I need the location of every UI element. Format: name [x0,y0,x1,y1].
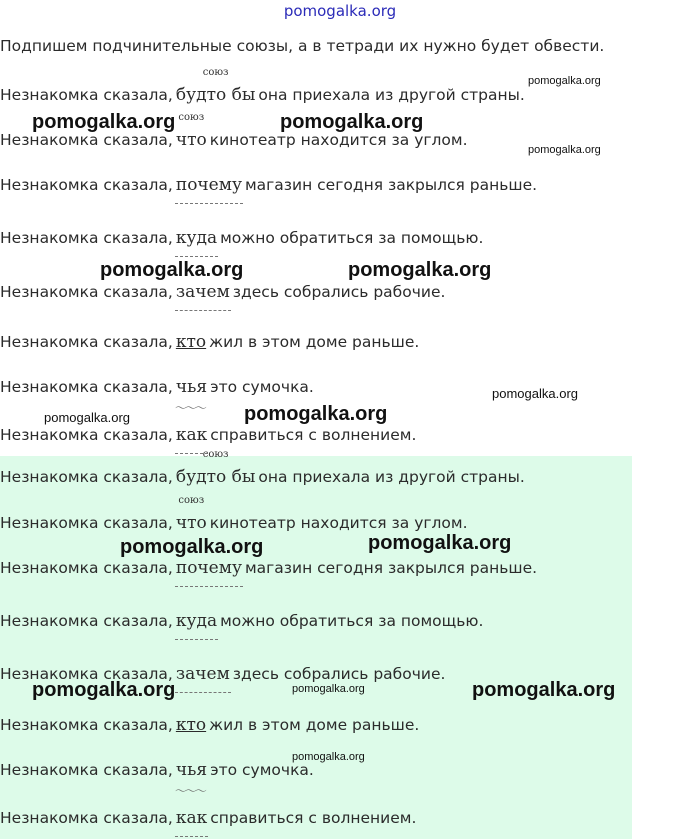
sentence-end: справиться с волнением. [210,809,417,827]
sentence-start: Незнакомка сказала, [0,612,173,630]
watermark: pomogalka.org [44,410,130,425]
watermark: pomogalka.org [492,386,578,401]
conjunctive-word [173,760,210,798]
watermark: pomogalka.org [292,751,365,763]
conjunctive-text: как [175,808,208,828]
sentence-line [0,425,416,445]
sentence-end: кинотеатр находится за углом. [209,514,468,532]
sentence-start: Незнакомка сказала, [0,131,173,149]
sentence-start: Незнакомка сказала, [0,229,173,247]
intro-text: Подпишем подчинительные союзы, а в тетради их нужно будет обвести. [0,37,605,55]
conjunctive-word [173,175,245,195]
conjunction-part-2: бы [231,467,256,487]
conjunctive-word [173,425,210,445]
conjunction-word [173,112,210,150]
conjunctive-text: куда [175,228,218,248]
sentence-line [0,228,483,248]
sentence-line [0,67,525,105]
conjunctive-word [173,808,210,828]
sentence-start: Незнакомка сказала, [0,333,173,351]
dash-dot-underline [175,689,231,693]
conjunctive-text: почему [175,175,242,195]
sentence-start: Незнакомка сказала, [0,716,173,734]
conjunctive-word [173,228,220,248]
sentence-start: Незнакомка сказала, [0,514,173,532]
site-header[interactable]: pomogalka.org [283,2,397,20]
sentence-start: Незнакомка сказала, [0,86,173,104]
watermark: pomogalka.org [368,532,512,554]
watermark: pomogalka.org [528,144,601,156]
sentence-line [0,715,419,735]
sentence-end: здесь собрались рабочие. [232,283,446,301]
sentence-line [0,449,525,487]
sentence-line [0,282,445,302]
conjunction-note: союз [178,112,205,123]
watermark: pomogalka.org [292,683,365,695]
sentence-start: Незнакомка сказала, [0,283,173,301]
conjunctive-word [173,282,233,302]
sentence-start: Незнакомка сказала, [0,426,173,444]
conjunction-note: союз [178,495,205,506]
conjunction-word [173,67,259,105]
sentence-end: она приехала из другой страны. [258,468,525,486]
conjunction-text: что [175,513,207,533]
conjunction-note: союз [202,67,229,78]
conjunctive-text: зачем [175,664,230,684]
wavy-underline: 〜〜〜 [174,784,205,798]
sentence-start: Незнакомка сказала, [0,176,173,194]
sentence-end: справиться с волнением. [210,426,417,444]
sentence-end: кинотеатр находится за углом. [209,131,468,149]
conjunction-word [173,449,259,487]
conjunction-text: что [175,130,207,150]
conjunctive-word [173,558,245,578]
sentence-end: можно обратиться за помощью. [220,612,484,630]
sentence-start: Незнакомка сказала, [0,559,173,577]
watermark: pomogalka.org [100,259,244,281]
conjunction-part-1: будто [175,467,227,487]
conjunctive-text: как [175,425,208,445]
conjunctive-word [173,664,233,684]
dash-dot-underline [175,253,218,257]
sentence-end: можно обратиться за помощью. [220,229,484,247]
sentence-line [0,175,537,195]
sentence-line [0,495,468,533]
sentence-end: магазин сегодня закрылся раньше. [244,176,538,194]
sentence-end: это сумочка. [210,761,314,779]
conjunction-part-2: бы [231,85,256,105]
conjunctive-word: кто [175,715,207,735]
sentence-line [0,558,537,578]
conjunctive-word [173,611,220,631]
conjunctive-text: почему [175,558,242,578]
sentence-start: Незнакомка сказала, [0,378,173,396]
sentence-end: она приехала из другой страны. [258,86,525,104]
dash-dot-underline [175,200,243,204]
conjunctive-text: чья [175,377,208,397]
conjunction-word [173,495,210,533]
sentence-end: жил в этом доме раньше. [209,716,420,734]
watermark: pomogalka.org [280,111,424,133]
sentence-end: здесь собрались рабочие. [232,665,446,683]
watermark: pomogalka.org [32,111,176,133]
dash-dot-underline [175,307,231,311]
sentence-start: Незнакомка сказала, [0,468,173,486]
sentence-end: это сумочка. [210,378,314,396]
dash-dot-underline [175,583,243,587]
conjunction-note: союз [202,449,229,460]
conjunctive-text: куда [175,611,218,631]
watermark: pomogalka.org [32,679,176,701]
sentence-line [0,611,483,631]
sentence-end: жил в этом доме раньше. [209,333,420,351]
sentence-start: Незнакомка сказала, [0,809,173,827]
watermark: pomogalka.org [472,679,616,701]
sentence-start: Незнакомка сказала, [0,761,173,779]
sentence-end: магазин сегодня закрылся раньше. [244,559,538,577]
watermark: pomogalka.org [120,536,264,558]
watermark: pomogalka.org [348,259,492,281]
sentence-start: Незнакомка сказала, [0,665,173,683]
conjunctive-word: кто [175,332,207,352]
conjunctive-word [173,377,210,415]
dash-dot-underline [175,833,208,837]
sentence-line [0,377,314,415]
watermark: pomogalka.org [528,75,601,87]
dash-dot-underline [175,636,218,640]
conjunctive-text: зачем [175,282,230,302]
sentence-line [0,808,416,828]
watermark: pomogalka.org [244,403,388,425]
wavy-underline: 〜〜〜 [174,401,205,415]
conjunctive-text: чья [175,760,208,780]
sentence-line [0,760,314,798]
conjunction-part-1: будто [175,85,227,105]
sentence-line [0,332,419,352]
